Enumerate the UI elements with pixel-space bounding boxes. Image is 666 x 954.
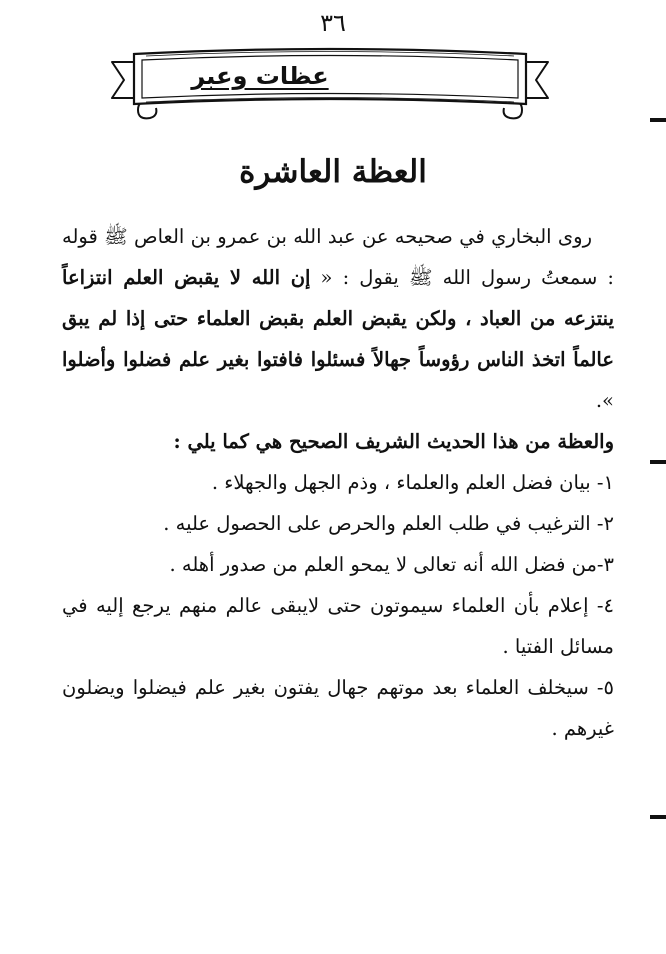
lesson-intro: والعظة من هذا الحديث الشريف الصحيح هي كما يلي : bbox=[173, 430, 614, 453]
hadith-close: ». bbox=[595, 389, 614, 412]
list-item: ٥- سيخلف العلماء بعد موتهم جهال يفتون بغير علم فيضلوا ويضلون غيرهم . bbox=[62, 676, 614, 740]
page-edge-mark bbox=[650, 118, 666, 122]
section-heading: العظة العاشرة bbox=[239, 154, 427, 190]
page-edge-mark bbox=[650, 460, 666, 464]
list-item: ٢- الترغيب في طلب العلم والحرص على الحصول عليه . bbox=[163, 512, 614, 535]
body-text bbox=[62, 216, 614, 749]
hadith-paragraph bbox=[62, 216, 614, 421]
list-item: ٣-من فضل الله أنه تعالى لا يمحو العلم من صدور أهله . bbox=[169, 553, 614, 576]
list-item: ١- بيان فضل العلم والعلماء ، وذم الجهل والجهلاء . bbox=[211, 471, 614, 494]
banner-title: عظات وعبر bbox=[191, 62, 329, 90]
list-item: ٤- إعلام بأن العلماء سيموتون حتى لايبقى عالم منهم يرجع إليه في مسائل الفتيا . bbox=[62, 594, 614, 658]
page-edge-mark bbox=[650, 815, 666, 819]
hadith-intro: روى البخاري في صحيحه عن عبد الله بن عمرو بن العاص ﷺ قوله : سمعتُ رسول الله ﷺ يقول : « bbox=[62, 225, 614, 289]
page-number: ٣٦ bbox=[320, 9, 346, 37]
hadith-text: إن الله لا يقبض العلم انتزاعاً ينتزعه من العباد ، ولكن يقبض العلم بقبض العلماء حتى إذا لم يبق عالماً اتخذ الناس رؤوساً جهالاً فسئلوا فافتوا بغير علم فضلوا وأضلوا bbox=[62, 266, 614, 371]
